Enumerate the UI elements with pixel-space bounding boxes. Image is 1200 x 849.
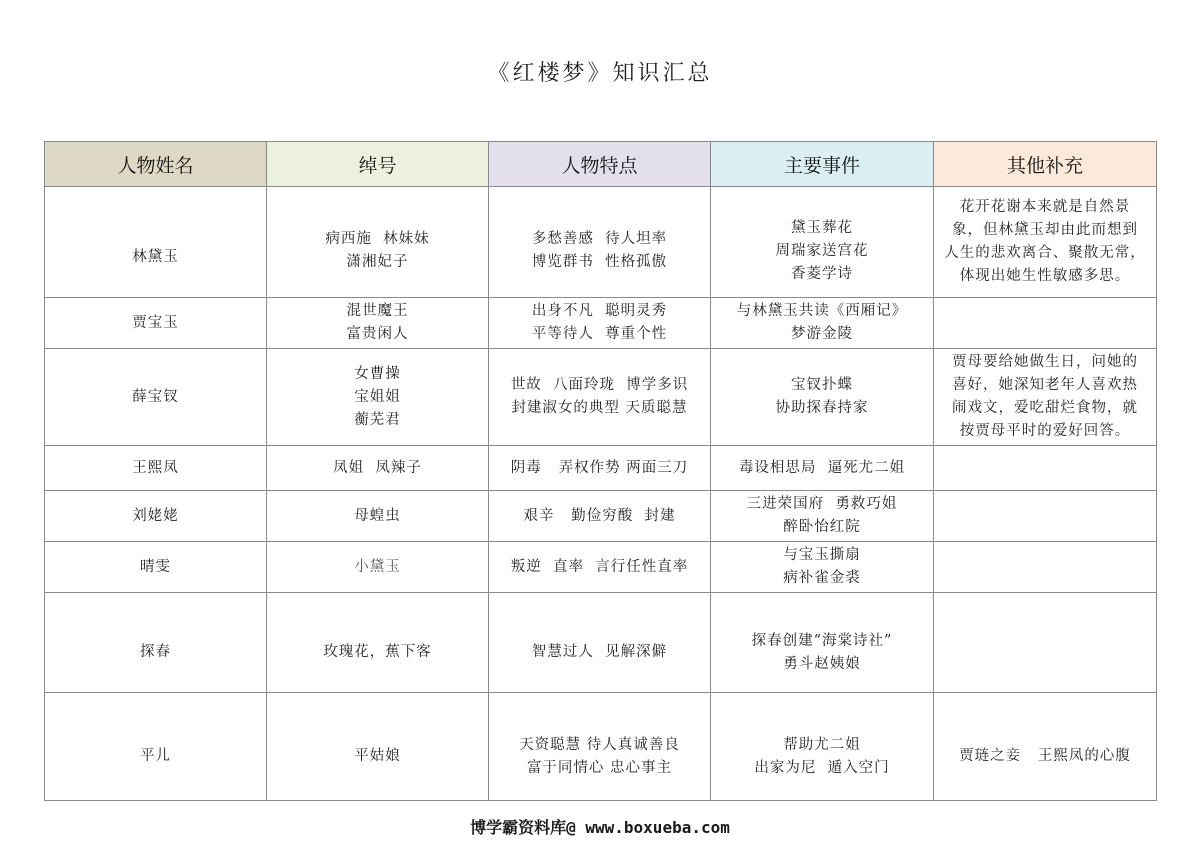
note-line: 贾母要给她做生日，问她的 — [952, 354, 1138, 370]
nickname-line: 宝姐姐 — [354, 388, 401, 405]
cell-events — [711, 187, 934, 298]
table-row — [45, 187, 1157, 298]
cell-notes — [934, 187, 1157, 298]
note-line: 人生的悲欢离合、聚散无常， — [944, 245, 1146, 261]
cell-traits — [489, 298, 711, 349]
event-line: 黛玉葬花 — [791, 219, 853, 236]
table-row — [45, 446, 1157, 491]
nickname-line: 小黛玉 — [354, 558, 401, 575]
cell-nickname — [267, 491, 489, 542]
cell-notes — [934, 446, 1157, 491]
table-row — [45, 593, 1157, 693]
event-line: 毒设相思局 逼死尤二姐 — [738, 459, 906, 476]
trait-line: 封建淑女的典型 天质聪慧 — [511, 400, 688, 416]
event-line: 帮助尤二姐 — [783, 736, 861, 753]
cell-traits — [489, 491, 711, 542]
cell-nickname — [267, 593, 489, 693]
note-line: 体现出她生性敏感多思。 — [959, 268, 1131, 284]
event-line: 宝钗扑蝶 — [791, 377, 853, 393]
event-line: 协助探春持家 — [775, 400, 869, 416]
character-name: 探春 — [140, 644, 171, 660]
nickname-line: 母蝗虫 — [354, 507, 401, 524]
note-line: 喜好，她深知老年人喜欢热 — [952, 377, 1138, 393]
cell-traits — [489, 349, 711, 446]
trait-line: 世故 八面玲珑 博学多识 — [510, 377, 689, 393]
trait-line: 出身不凡 聪明灵秀 — [531, 303, 668, 319]
cell-nickname — [267, 542, 489, 593]
cell-traits — [489, 187, 711, 298]
cell-notes — [934, 298, 1157, 349]
event-line: 勇斗赵姨娘 — [783, 655, 861, 672]
cell-traits — [489, 593, 711, 693]
cell-name — [45, 542, 267, 593]
table-row — [45, 693, 1157, 801]
cell-name — [45, 446, 267, 491]
event-line: 三进荣国府 勇救巧姐 — [746, 496, 898, 512]
nickname-line: 富贵闲人 — [346, 326, 409, 342]
cell-nickname — [267, 446, 489, 491]
cell-notes — [934, 693, 1157, 801]
cell-name — [45, 593, 267, 693]
character-name: 刘姥姥 — [132, 507, 179, 524]
trait-line: 多愁善感 待人坦率 — [531, 231, 668, 247]
cell-events — [711, 593, 934, 693]
cell-notes — [934, 491, 1157, 542]
event-line: 探春创建“海棠诗社” — [751, 632, 893, 649]
cell-events — [711, 542, 934, 593]
trait-line: 叛逆 直率 言行任性直率 — [510, 558, 689, 575]
character-name: 晴雯 — [140, 558, 171, 575]
cell-notes — [934, 349, 1157, 446]
trait-line: 平等待人 尊重个性 — [531, 326, 668, 342]
character-name: 薛宝钗 — [132, 388, 179, 405]
trait-line: 博览群书 性格孤傲 — [531, 254, 668, 270]
event-line: 梦游金陵 — [791, 326, 853, 342]
cell-nickname — [267, 298, 489, 349]
header-notes: 其他补充 — [934, 142, 1157, 187]
trait-line: 天资聪慧 待人真诚善良 — [519, 736, 680, 753]
note-line: 花开花谢本来就是自然景 — [959, 199, 1131, 215]
nickname-line: 玫瑰花，蕉下客 — [323, 644, 432, 660]
table-row — [45, 491, 1157, 542]
cell-events — [711, 349, 934, 446]
nickname-line: 混世魔王 — [346, 303, 409, 319]
note-line: 象，但林黛玉却由此而想到 — [952, 222, 1138, 238]
nickname-line: 蘅芜君 — [354, 411, 401, 428]
note-line: 闹戏文，爱吃甜烂食物，就 — [952, 400, 1138, 416]
table-row — [45, 542, 1157, 593]
cell-name — [45, 491, 267, 542]
table-header-row — [45, 142, 1157, 187]
event-line: 醉卧怡红院 — [783, 519, 861, 535]
cell-traits — [489, 542, 711, 593]
header-traits: 人物特点 — [489, 142, 711, 187]
character-name: 贾宝玉 — [132, 314, 179, 331]
trait-line: 富于同情心 忠心事主 — [526, 759, 673, 776]
trait-line: 智慧过人 见解深僻 — [531, 644, 668, 660]
event-line: 与林黛玉共读《西厢记》 — [736, 303, 908, 319]
cell-events — [711, 491, 934, 542]
footer-watermark: 博学霸资料库@ www.boxueba.com — [470, 818, 730, 837]
cell-nickname — [267, 693, 489, 801]
table-row — [45, 349, 1157, 446]
cell-events — [711, 298, 934, 349]
cell-traits — [489, 446, 711, 491]
cell-notes — [934, 593, 1157, 693]
event-line: 病补雀金裘 — [783, 570, 861, 586]
table-row — [45, 298, 1157, 349]
cell-events — [711, 693, 934, 801]
nickname-line: 潇湘妃子 — [346, 254, 409, 270]
cell-notes — [934, 542, 1157, 593]
note-line: 贾琏之妾 王熙凤的心腹 — [959, 748, 1131, 764]
event-line: 出家为尼 遁入空门 — [754, 759, 890, 776]
nickname-line: 女曹操 — [354, 365, 401, 382]
character-summary-table — [44, 141, 1157, 801]
trait-line: 艰辛 勤俭穷酸 封建 — [523, 507, 676, 524]
cell-nickname — [267, 187, 489, 298]
cell-name — [45, 693, 267, 801]
nickname-line: 病西施 林妹妹 — [325, 231, 430, 247]
event-line: 香菱学诗 — [791, 265, 853, 282]
trait-line: 阴毒 弄权作势 两面三刀 — [510, 459, 689, 476]
character-name: 平儿 — [140, 748, 171, 764]
header-name: 人物姓名 — [45, 142, 267, 187]
note-line: 按贾母平时的爱好回答。 — [959, 423, 1131, 439]
event-line: 周瑞家送宫花 — [775, 242, 869, 259]
nickname-line: 凤姐 凤辣子 — [333, 459, 422, 476]
cell-name — [45, 349, 267, 446]
page-title: 《红楼梦》知识汇总 — [487, 61, 713, 86]
cell-name — [45, 187, 267, 298]
nickname-line: 平姑娘 — [354, 748, 401, 764]
cell-name — [45, 298, 267, 349]
cell-nickname — [267, 349, 489, 446]
header-nickname: 绰号 — [267, 142, 489, 187]
cell-traits — [489, 693, 711, 801]
character-name: 林黛玉 — [132, 248, 179, 265]
character-name: 王熙凤 — [132, 459, 179, 476]
event-line: 与宝玉撕扇 — [783, 547, 861, 563]
cell-events — [711, 446, 934, 491]
header-events: 主要事件 — [711, 142, 934, 187]
